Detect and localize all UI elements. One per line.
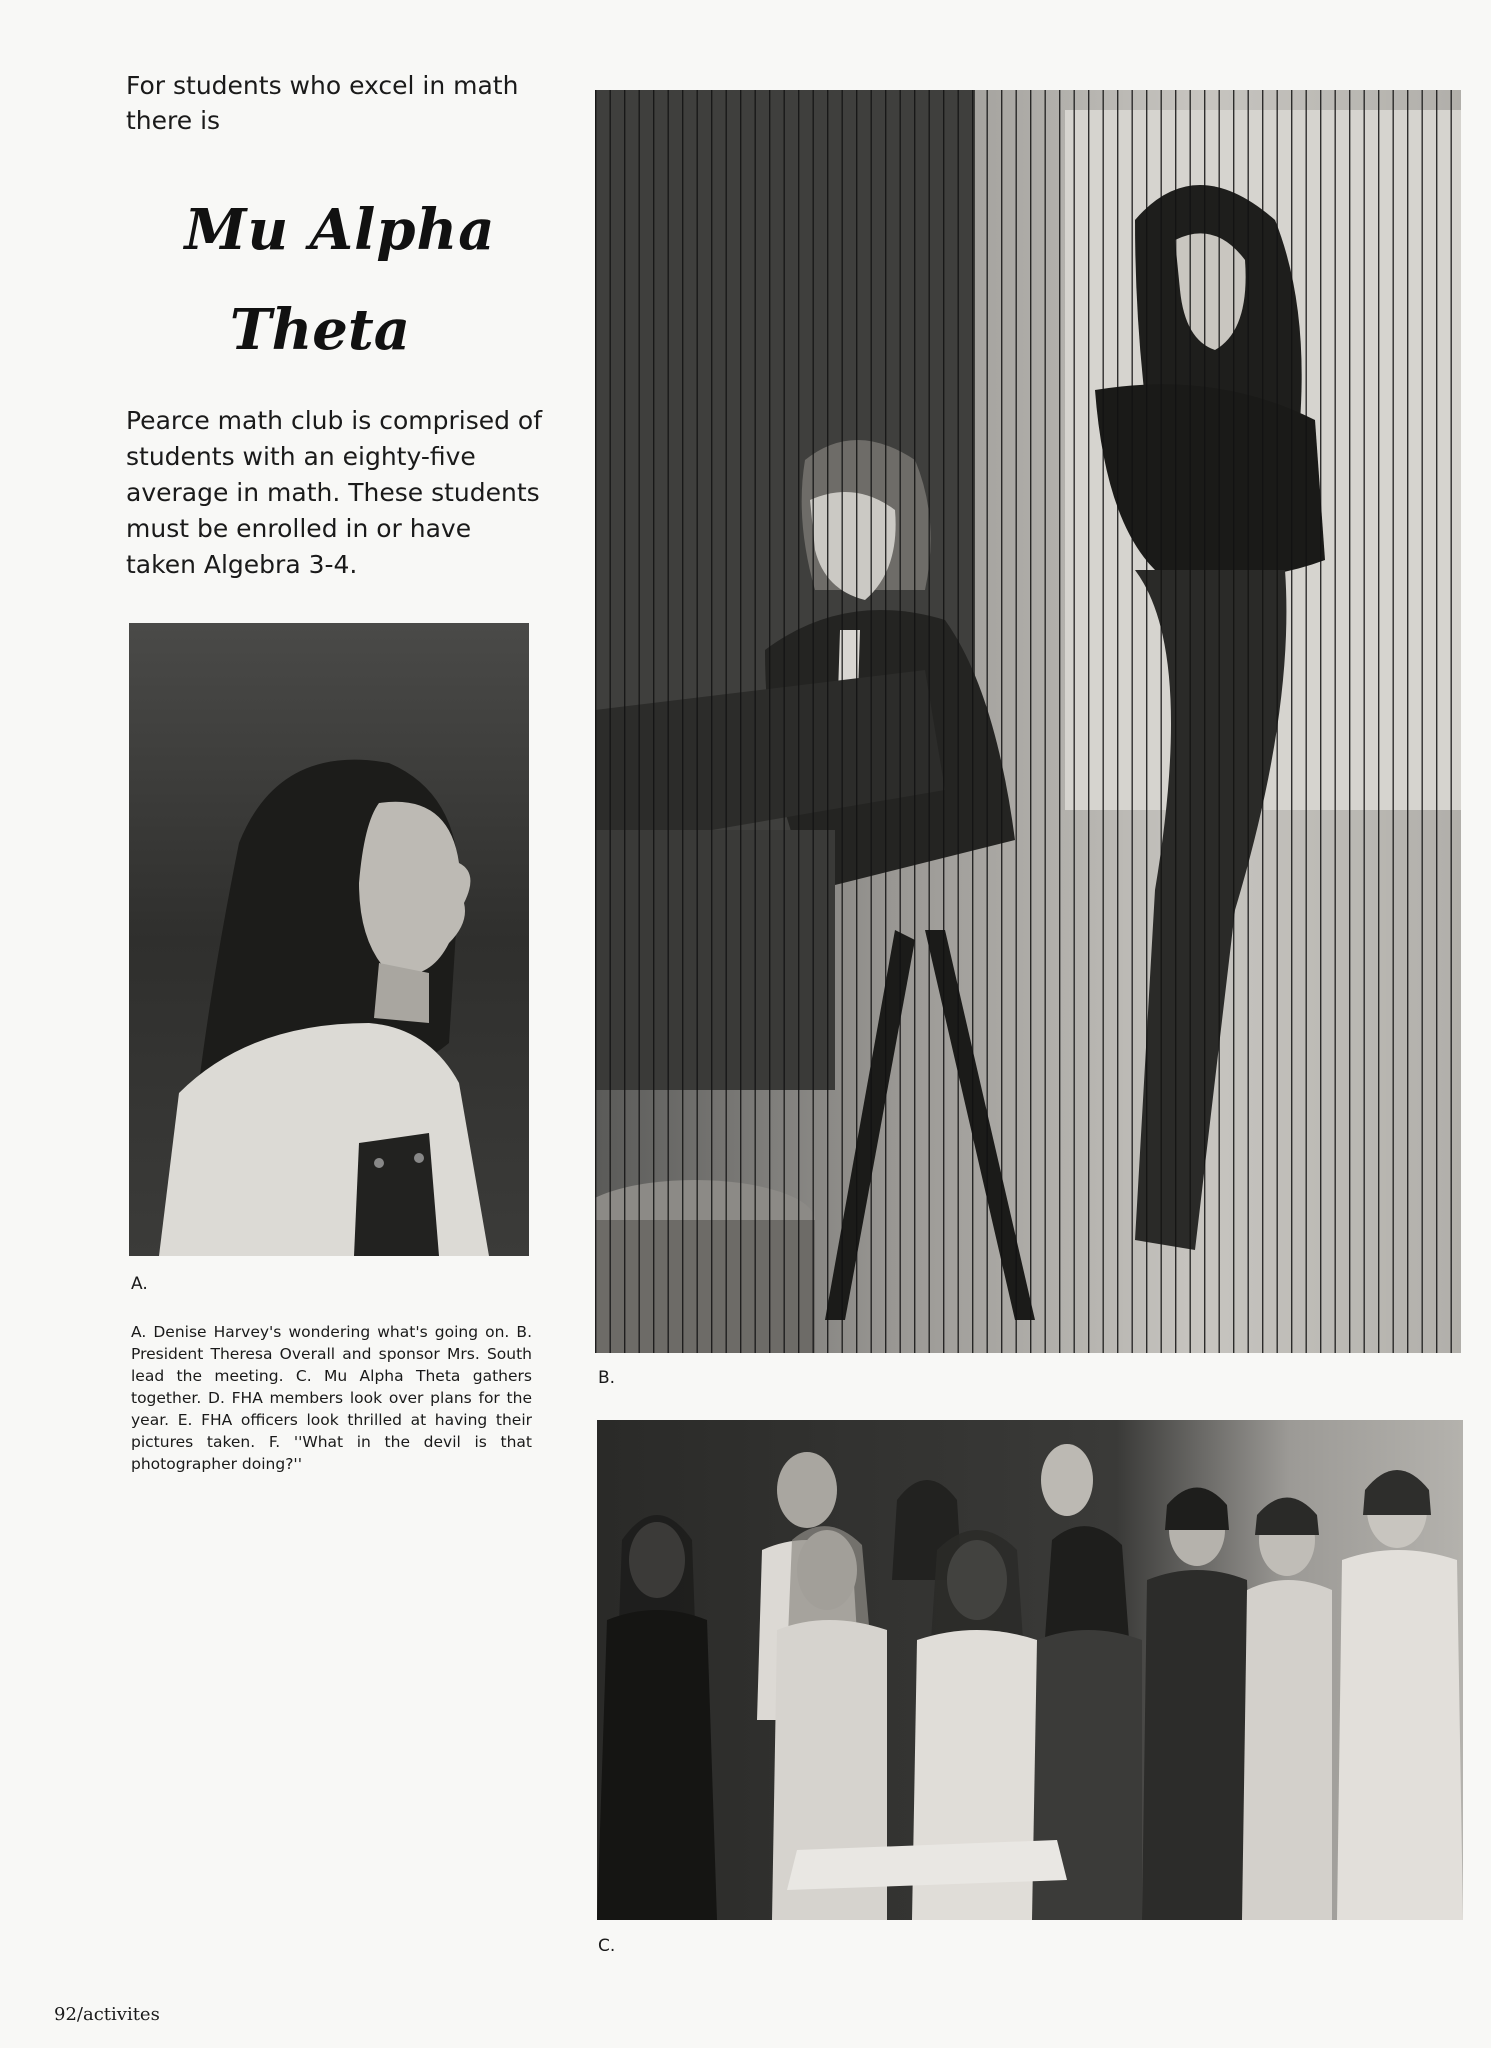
- club-title-line-2: Theta: [229, 297, 411, 363]
- photo-b: [595, 90, 1461, 1353]
- photo-b-image: [595, 90, 1461, 1353]
- photo-c-image: [597, 1420, 1463, 1920]
- club-title: [160, 180, 520, 380]
- club-description: Pearce math club is comprised of students with an eighty-five average in math. These students must be enrolled in or have taken Algebra 3-4.: [126, 406, 543, 579]
- photo-a-image: [129, 623, 529, 1256]
- photo-caption: A. Denise Harvey's wondering what's going on. B. President Theresa Overall and sponsor Mrs. South lead the meeting. C. Mu Alpha Theta gathers together. D. FHA members look over plans for the year. E. FHA officers look thrilled at having their pictures taken. F. ''What in the devil is that photographer doing?'': [131, 1323, 532, 1473]
- intro-text: For students who excel in math there is: [126, 71, 519, 135]
- photo-c: [597, 1420, 1463, 1920]
- page-folio: 92/activites: [54, 2004, 160, 2025]
- photo-a: [129, 623, 529, 1256]
- club-title-line-1: Mu Alpha: [184, 197, 496, 263]
- photo-b-label: B.: [598, 1368, 616, 1388]
- photo-a-label: A.: [131, 1274, 148, 1294]
- photo-c-label: C.: [598, 1936, 616, 1956]
